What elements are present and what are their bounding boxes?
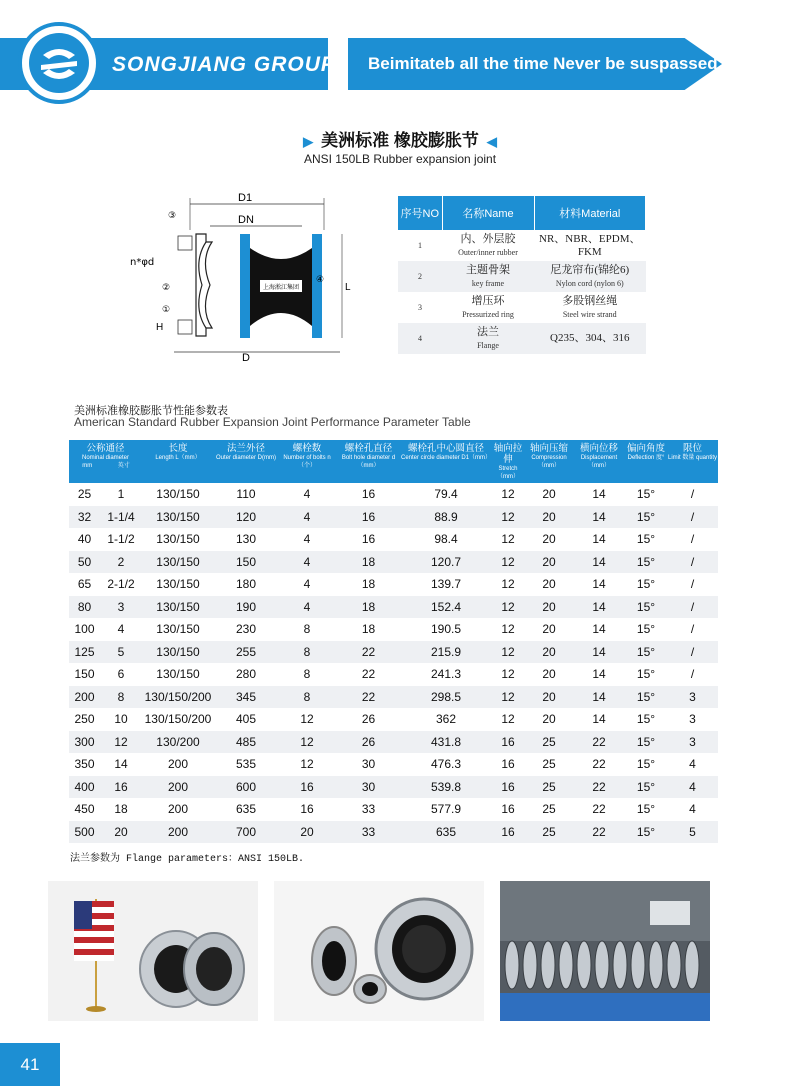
table-cell: 200: [142, 776, 214, 799]
table-cell: /: [690, 487, 695, 502]
table-cell: 6: [117, 667, 125, 682]
table-cell: 25: [525, 731, 573, 754]
table-cell: 120: [214, 506, 278, 529]
table-cell: 88.9: [401, 506, 491, 529]
material-table: [398, 196, 646, 354]
table-cell: 26: [361, 712, 376, 727]
table-cell: 14: [592, 667, 606, 682]
table-cell: 8: [303, 667, 311, 682]
table-cell: 4: [303, 577, 311, 592]
table-cell: 635: [401, 821, 491, 844]
table-cell: 20: [525, 596, 573, 619]
mat-header-material: 材料Material: [534, 196, 646, 230]
label-dn: DN: [238, 214, 254, 226]
table-cell: 700: [214, 821, 278, 844]
table-cell: 15°: [625, 641, 667, 664]
table-cell: 18: [336, 551, 401, 574]
table-cell: 230: [235, 622, 257, 637]
table-cell: 200: [167, 802, 189, 817]
table-cell: 200: [142, 821, 214, 844]
table-cell: 130/150/200: [144, 712, 212, 727]
table-cell: 22: [592, 757, 606, 772]
table-row: [69, 506, 718, 529]
table-row: 4 法兰 Flange Q235、304、316: [398, 323, 646, 354]
table-cell: 4: [117, 622, 125, 637]
performance-table: [69, 440, 718, 843]
table-cell: 215.9: [401, 641, 491, 664]
table-cell: 22: [573, 776, 625, 799]
callout-1: ①: [162, 305, 171, 315]
table-cell: 130/150/200: [142, 686, 214, 709]
table-row: 1 内、外层胶 Outer/inner rubber NR、NBR、EPDM、FKM: [418, 232, 641, 258]
table-cell: 16: [501, 802, 515, 817]
table-cell: 40: [77, 532, 92, 547]
table-row: [69, 798, 718, 821]
technical-drawing: [130, 190, 390, 365]
table-cell: 18: [361, 577, 376, 592]
table-cell: 50: [69, 551, 100, 574]
table-cell: 120.7: [401, 551, 491, 574]
table-cell: 25: [525, 821, 573, 844]
table-cell: 130/150: [156, 532, 200, 547]
table-cell: 8: [278, 686, 336, 709]
table-cell: 4: [303, 487, 311, 502]
table-cell: 16: [278, 776, 336, 799]
table-cell: 15°: [625, 596, 667, 619]
perf-header-compression: 轴向压缩 Compression （mm）: [525, 440, 573, 483]
page-title: ▶ 美洲标准 橡胶膨胀节 ◀: [303, 131, 497, 150]
table-cell: 4: [303, 532, 311, 547]
table-cell: 12: [491, 641, 525, 664]
table-row: [69, 596, 718, 619]
table-cell: 12: [491, 551, 525, 574]
table-cell: 15°: [625, 551, 667, 574]
table-cell: 139.7: [430, 577, 462, 592]
table-cell: 16: [491, 731, 525, 754]
table-cell: 539.8: [401, 776, 491, 799]
page-number: 41: [0, 1043, 60, 1086]
table-cell: 65: [77, 577, 92, 592]
table-cell: 476.3: [430, 757, 462, 772]
table-cell: 152.4: [401, 596, 491, 619]
table-cell: 12: [300, 712, 314, 727]
table-cell: 2: [100, 551, 142, 574]
table-cell: 190.5: [430, 622, 462, 637]
table-cell: 18: [336, 596, 401, 619]
table-cell: 241.3: [430, 667, 462, 682]
table-cell: 22: [573, 821, 625, 844]
table-cell: 16: [501, 757, 515, 772]
table-cell: 5: [667, 821, 718, 844]
perf-header-nominal: 公称通径 Nominal diameter mm 英寸: [69, 440, 142, 483]
table-row: [69, 776, 718, 799]
table-cell: 20: [542, 712, 556, 727]
callout-3: ③: [168, 211, 177, 221]
table-cell: /: [690, 532, 695, 547]
table-cell: 15°: [625, 731, 667, 754]
table-cell: 22: [336, 641, 401, 664]
table-cell: 22: [592, 802, 606, 817]
triangle-right-icon: ▶: [303, 134, 314, 149]
table-cell: 14: [573, 506, 625, 529]
table-cell: /: [667, 506, 718, 529]
table-cell: 16: [491, 821, 525, 844]
label-d1: D1: [238, 192, 253, 204]
table-cell: 14: [592, 712, 606, 727]
label-l: L: [345, 282, 351, 293]
table-cell: 15°: [636, 757, 656, 772]
table-cell: 15°: [636, 622, 656, 637]
table-cell: 22: [573, 731, 625, 754]
table-cell: 20: [525, 641, 573, 664]
table-cell: 130/200: [142, 731, 214, 754]
table-row: [69, 708, 718, 731]
table-cell: 300: [69, 731, 100, 754]
table-cell: 15°: [625, 506, 667, 529]
product-photo-with-flag: [48, 881, 258, 1021]
perf-header-bolt-hole: 螺栓孔直径 Bolt hole diameter d（mm）: [336, 440, 401, 483]
table-cell: 3: [667, 686, 718, 709]
table-cell: 635: [235, 802, 257, 817]
table-cell: 16: [361, 487, 376, 502]
table-cell: /: [667, 641, 718, 664]
warehouse-photo: [500, 881, 710, 1021]
table-cell: /: [690, 622, 695, 637]
table-cell: 18: [361, 622, 376, 637]
table-cell: 130/150: [156, 667, 200, 682]
table-cell: 4: [689, 802, 696, 817]
table-row: [69, 573, 718, 596]
table-cell: 3: [667, 731, 718, 754]
table-cell: 1: [117, 487, 125, 502]
table-cell: 16: [336, 506, 401, 529]
table-cell: 12: [491, 686, 525, 709]
table-cell: 14: [573, 596, 625, 619]
table-cell: 16: [491, 776, 525, 799]
table-cell: 10: [114, 712, 128, 727]
table-cell: 8: [303, 622, 311, 637]
table-cell: 577.9: [430, 802, 462, 817]
table-cell: 80: [69, 596, 100, 619]
table-row: 3 增压环 Pressurized ring 多股钢丝绳 Steel wire strand: [418, 294, 618, 319]
table-row: [69, 641, 718, 664]
table-cell: 500: [69, 821, 100, 844]
table-cell: 15°: [636, 487, 656, 502]
table-cell: 130/150: [142, 641, 214, 664]
table-cell: 12: [300, 757, 314, 772]
company-name: SONGJIANG GROUP: [112, 53, 336, 76]
table-cell: 16: [361, 532, 376, 547]
table-cell: 12: [501, 712, 515, 727]
table-cell: 12: [491, 596, 525, 619]
table-cell: 16: [100, 776, 142, 799]
table-cell: 12: [501, 622, 515, 637]
table-cell: 4: [278, 506, 336, 529]
table-cell: 130/150: [142, 551, 214, 574]
perf-table-title: 美洲标准橡胶膨胀节性能参数表: [74, 405, 228, 417]
table-cell: 12: [491, 506, 525, 529]
table-cell: 98.4: [434, 532, 458, 547]
table-cell: 12: [278, 731, 336, 754]
table-cell: 1-1/2: [107, 532, 135, 547]
table-cell: 12: [100, 731, 142, 754]
table-cell: 4: [667, 776, 718, 799]
table-cell: 22: [361, 667, 376, 682]
table-cell: 200: [69, 686, 100, 709]
table-cell: 400: [69, 776, 100, 799]
table-cell: 4: [278, 551, 336, 574]
table-row: [69, 731, 718, 754]
table-cell: 130/150: [142, 506, 214, 529]
mat-header-name: 名称Name: [442, 196, 534, 230]
perf-header-deflection: 偏向角度 Deflection 度°: [625, 440, 667, 483]
table-cell: 130/150: [156, 622, 200, 637]
table-row: [69, 753, 718, 776]
table-cell: 485: [214, 731, 278, 754]
product-stamp: 上海淞江集团: [262, 284, 300, 291]
table-cell: 14: [114, 757, 128, 772]
table-cell: 22: [336, 686, 401, 709]
table-cell: 20: [542, 667, 556, 682]
table-cell: 14: [592, 577, 606, 592]
table-cell: /: [667, 596, 718, 619]
table-cell: 200: [167, 757, 189, 772]
table-cell: 20: [525, 686, 573, 709]
perf-header-displacement: 横向位移 Displacement （mm）: [573, 440, 625, 483]
table-cell: 14: [573, 641, 625, 664]
table-cell: 431.8: [401, 731, 491, 754]
table-cell: 26: [336, 731, 401, 754]
table-cell: 130/150: [156, 487, 200, 502]
table-cell: 190: [214, 596, 278, 619]
table-cell: 15°: [625, 821, 667, 844]
table-cell: /: [690, 577, 695, 592]
table-row: 2 主题骨架 key frame 尼龙帘布(锦纶6) Nylon cord (nylon 6): [398, 261, 646, 292]
table-cell: 30: [336, 776, 401, 799]
label-bolt: n*φd: [130, 257, 155, 268]
table-cell: 15°: [636, 577, 656, 592]
table-cell: 125: [69, 641, 100, 664]
table-cell: 30: [361, 757, 376, 772]
table-cell: 345: [214, 686, 278, 709]
product-photo-group: [274, 881, 484, 1021]
table-cell: 15°: [636, 667, 656, 682]
perf-header-stretch: 轴向拉伸 Stretch （mm）: [491, 440, 525, 483]
table-cell: 130/150: [142, 596, 214, 619]
table-cell: /: [690, 667, 695, 682]
table-cell: 20: [525, 551, 573, 574]
perf-header-outer-diameter: 法兰外径 Outer diameter D(mm): [214, 440, 278, 483]
table-cell: 130/150: [156, 577, 200, 592]
table-cell: 5: [100, 641, 142, 664]
perf-header-bolts: 螺栓数 Number of bolts n（个）: [278, 440, 336, 483]
table-cell: 14: [592, 532, 606, 547]
table-cell: 14: [573, 686, 625, 709]
table-cell: 255: [214, 641, 278, 664]
table-cell: 12: [501, 487, 515, 502]
table-cell: 15°: [636, 532, 656, 547]
table-cell: 20: [542, 577, 556, 592]
table-cell: 20: [542, 532, 556, 547]
table-cell: 298.5: [401, 686, 491, 709]
table-cell: 15°: [625, 686, 667, 709]
table-cell: 8: [278, 641, 336, 664]
table-cell: 535: [235, 757, 257, 772]
triangle-left-icon: ◀: [486, 134, 497, 149]
table-cell: 15°: [625, 776, 667, 799]
table-cell: 130: [235, 532, 257, 547]
table-row: [69, 663, 718, 686]
perf-header-length: 长度 Length L（mm）: [142, 440, 214, 483]
table-cell: 100: [74, 622, 95, 637]
table-row: [69, 551, 718, 574]
table-cell: 8: [100, 686, 142, 709]
table-cell: 20: [525, 506, 573, 529]
perf-header-center-circle: 螺栓孔中心圆直径 Center circle diameter D1（mm）: [401, 440, 491, 483]
table-cell: 12: [501, 667, 515, 682]
table-cell: 25: [542, 802, 556, 817]
table-cell: 20: [100, 821, 142, 844]
flange-note: 法兰参数为 Flange parameters：ANSI 150LB.: [70, 854, 305, 865]
table-row: [69, 821, 718, 844]
table-row: [69, 618, 718, 641]
table-cell: 15°: [636, 712, 656, 727]
table-cell: 350: [74, 757, 95, 772]
table-cell: 20: [542, 487, 556, 502]
table-cell: 25: [542, 757, 556, 772]
table-cell: 79.4: [434, 487, 458, 502]
table-cell: 25: [77, 487, 92, 502]
table-cell: 110: [236, 487, 256, 502]
table-cell: 405: [235, 712, 257, 727]
table-cell: 14: [592, 622, 606, 637]
table-row: [69, 528, 718, 551]
table-cell: 3: [100, 596, 142, 619]
table-cell: 1-1/4: [100, 506, 142, 529]
table-cell: 12: [501, 532, 515, 547]
slogan: Beimitateb all the time Never be suspassed: [368, 54, 718, 73]
table-cell: 2-1/2: [107, 577, 135, 592]
table-row: [69, 686, 718, 709]
table-cell: 180: [235, 577, 257, 592]
callout-2: ②: [162, 283, 171, 293]
table-cell: 3: [689, 712, 696, 727]
label-h: H: [156, 322, 164, 333]
company-logo: [18, 22, 100, 104]
table-cell: 33: [361, 802, 376, 817]
table-cell: 20: [542, 622, 556, 637]
table-cell: 20: [278, 821, 336, 844]
table-cell: 450: [74, 802, 95, 817]
table-cell: 4: [278, 596, 336, 619]
page-subtitle: ANSI 150LB Rubber expansion joint: [303, 152, 497, 166]
table-cell: 25: [525, 776, 573, 799]
label-d: D: [242, 352, 250, 364]
table-cell: 4: [689, 757, 696, 772]
table-cell: 250: [74, 712, 95, 727]
table-cell: 150: [74, 667, 95, 682]
table-cell: 362: [435, 712, 457, 727]
callout-4: ④: [316, 275, 325, 285]
table-cell: 14: [573, 551, 625, 574]
table-cell: 16: [300, 802, 314, 817]
table-cell: 33: [336, 821, 401, 844]
mat-header-no: 序号NO: [398, 196, 442, 230]
table-cell: 18: [114, 802, 128, 817]
table-cell: 150: [214, 551, 278, 574]
table-cell: 280: [235, 667, 257, 682]
table-cell: 15°: [636, 802, 656, 817]
perf-table-subtitle: American Standard Rubber Expansion Joint Performance Parameter Table: [74, 415, 471, 429]
table-cell: 32: [69, 506, 100, 529]
table-cell: /: [667, 551, 718, 574]
perf-header-limit: 限位 Limit 数量 quantity: [667, 440, 718, 483]
table-cell: 600: [214, 776, 278, 799]
table-cell: 14: [592, 487, 606, 502]
table-row: [69, 483, 718, 506]
table-cell: 12: [501, 577, 515, 592]
